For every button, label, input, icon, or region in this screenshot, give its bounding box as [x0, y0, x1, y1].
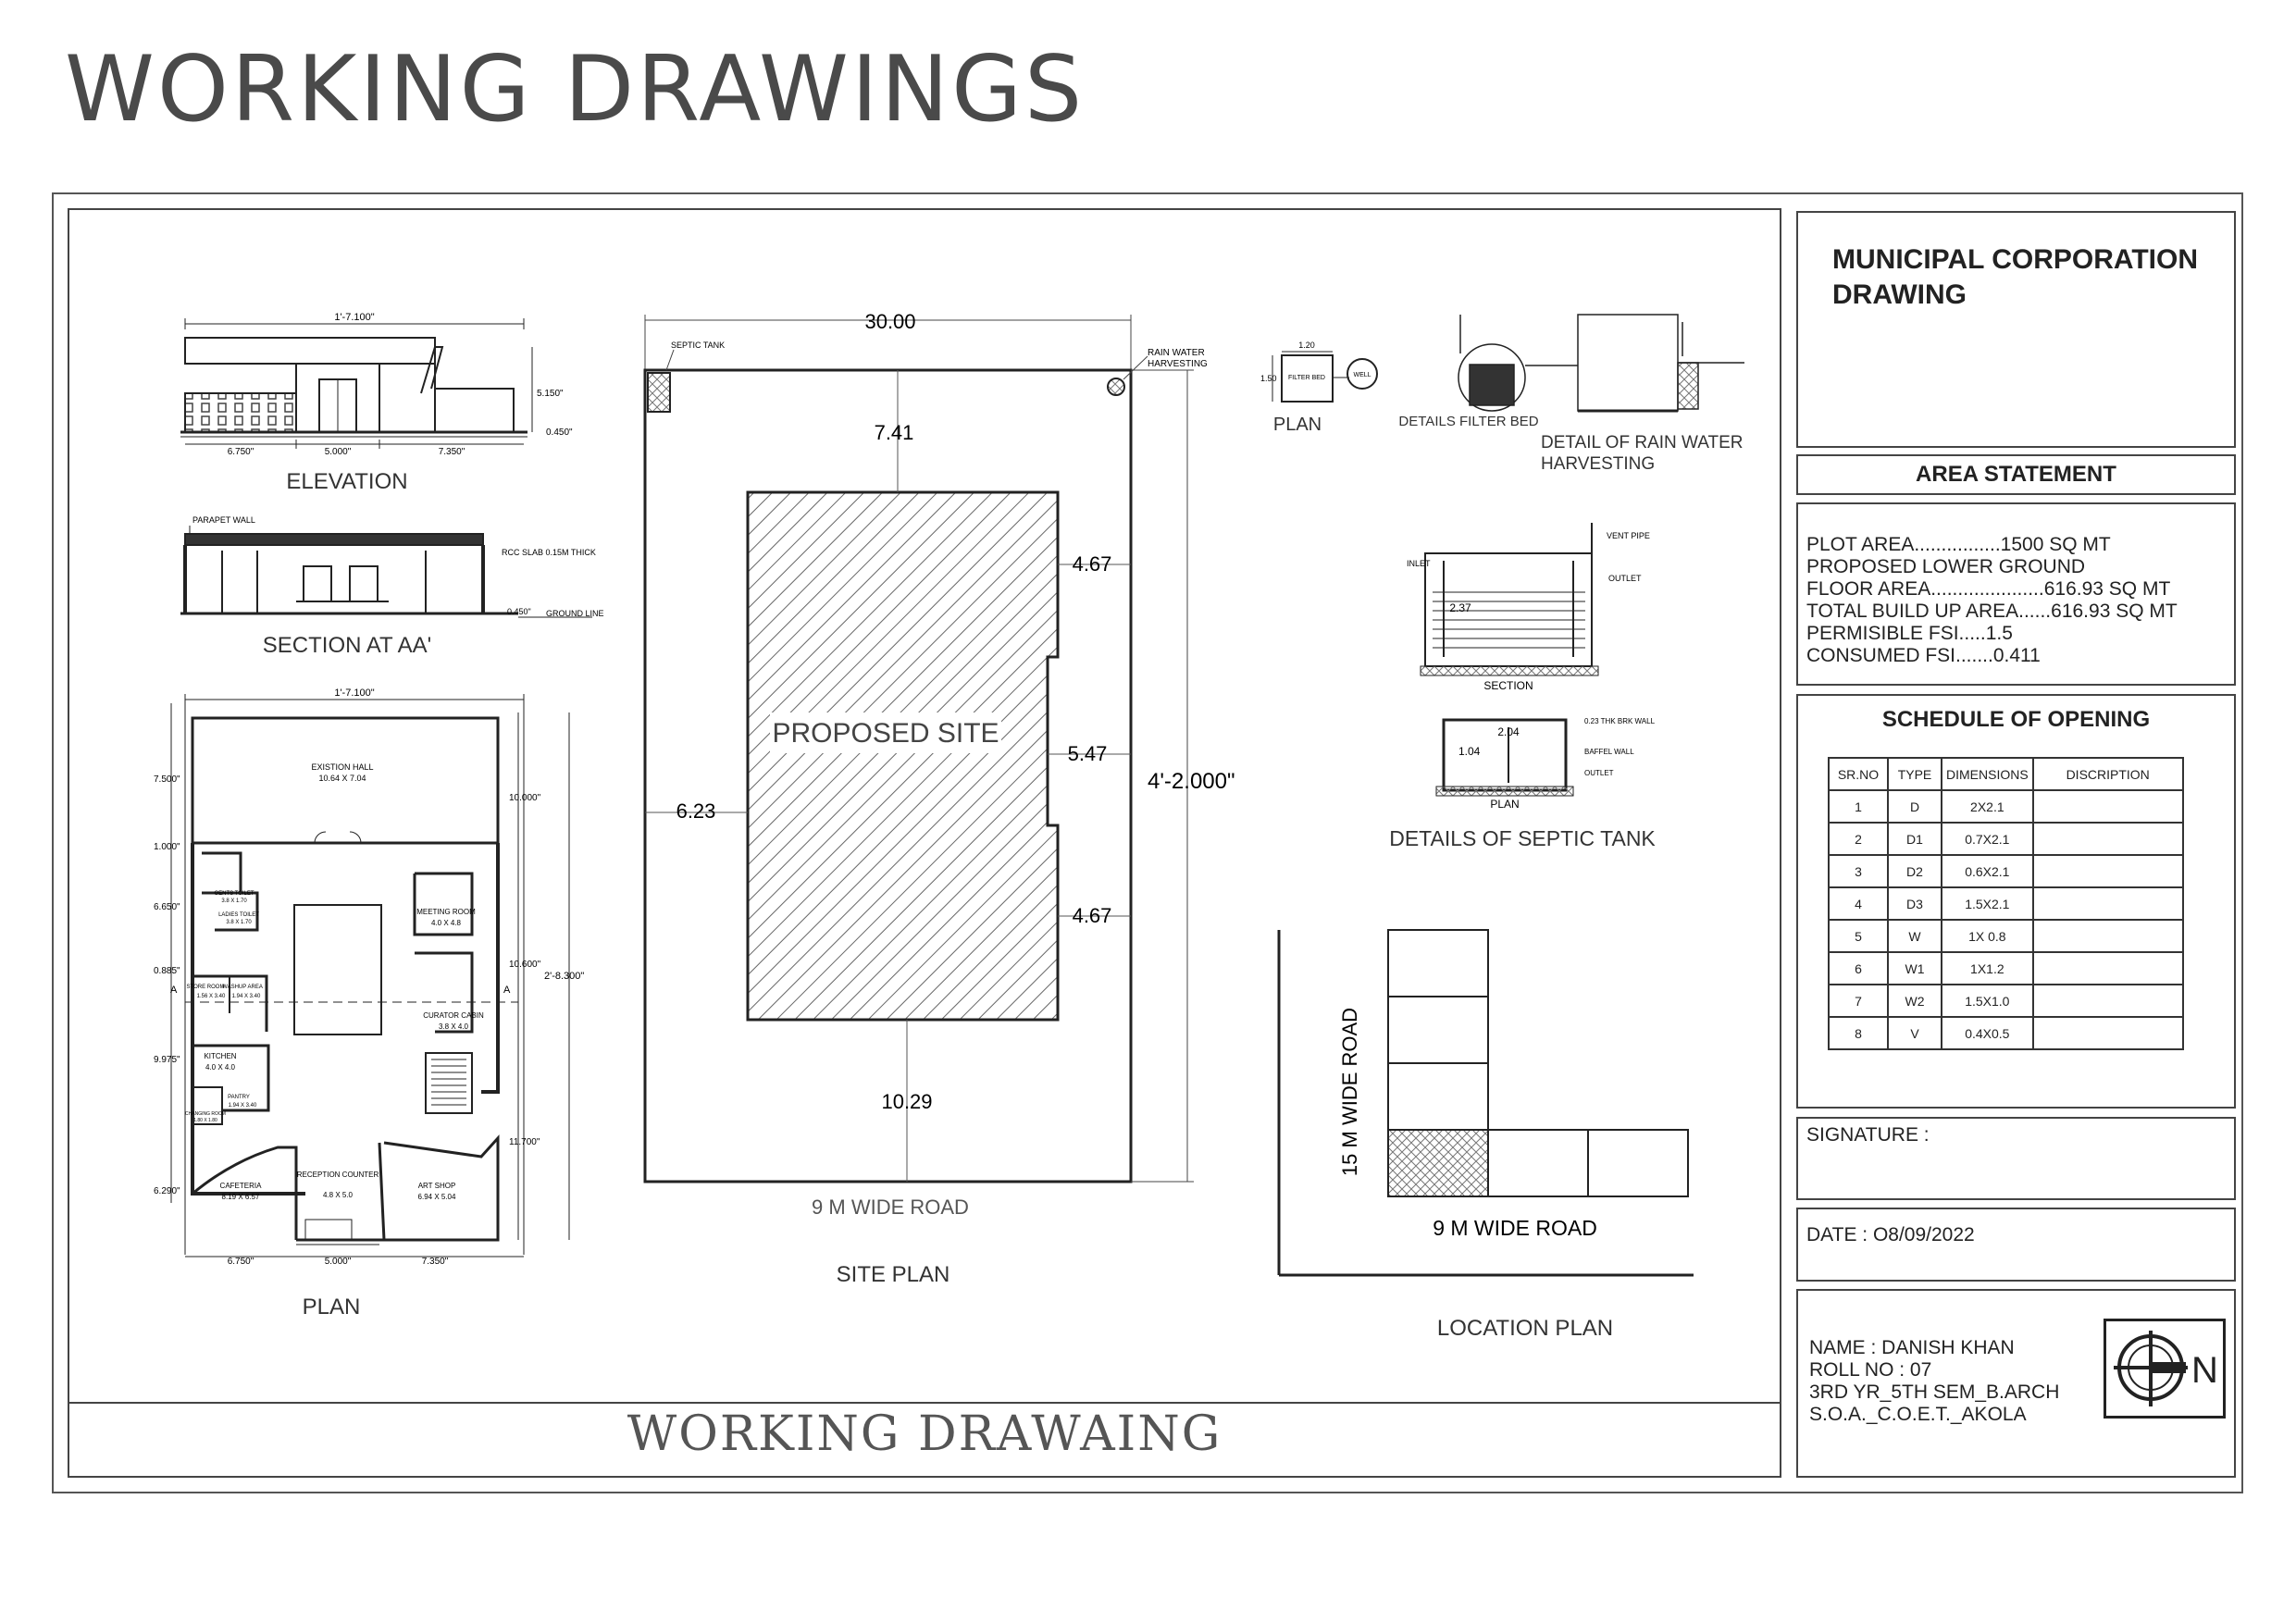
elevation-dim-3: 7.350"	[438, 447, 465, 457]
schedule-cell: 1.5X1.0	[1942, 985, 2033, 1017]
section-ground-label: GROUND LINE	[546, 609, 604, 618]
rwh-detail-caption-1: DETAIL OF RAIN WATER	[1541, 433, 1744, 452]
schedule-cell	[2033, 1017, 2183, 1049]
elevation-overall-dim: 1'-7.100"	[334, 312, 375, 323]
table-row	[1829, 790, 2183, 823]
schedule-cell: 7	[1829, 985, 1888, 1017]
plan-dim-left-1: 7.500"	[154, 774, 180, 785]
municipal-line-1: MUNICIPAL CORPORATION	[1832, 244, 2198, 275]
room-gents-toilet-size: 3.8 X 1.70	[221, 898, 247, 904]
schedule-cell	[2033, 790, 2183, 823]
schedule-cell	[2033, 823, 2183, 855]
filter-bed-label: FILTER BED	[1288, 375, 1325, 381]
schedule-col-dimensions: DIMENSIONS	[1942, 758, 2033, 790]
student-name: NAME : DANISH KHAN	[1809, 1337, 2015, 1358]
student-roll: ROLL NO : 07	[1809, 1359, 1932, 1381]
room-washup-area: WASHUP AREA	[222, 985, 263, 990]
schedule-cell: D2	[1888, 855, 1942, 887]
area-statement-box	[1796, 502, 2236, 686]
site-dim-depth: 4'-2.000"	[1148, 769, 1235, 794]
site-dim-right-upper: 4.67	[1072, 552, 1112, 576]
room-kitchen-size: 4.0 X 4.0	[205, 1063, 236, 1072]
site-dim-top: 30.00	[864, 310, 916, 333]
room-reception-counter: RECEPTION COUNTER	[296, 1171, 379, 1179]
septic-section-caption: SECTION	[1483, 679, 1533, 692]
septic-baffle-label: BAFFEL WALL	[1584, 748, 1634, 756]
plan-dim-total-right: 2'-8.300"	[544, 971, 585, 982]
area-line: TOTAL BUILD UP AREA......616.93 SQ MT	[1806, 601, 2178, 622]
site-rwh-label-1: RAIN WATER	[1148, 348, 1205, 358]
section-plinth-dim: 0.450"	[507, 607, 531, 616]
plan-section-mark-left: A	[170, 985, 178, 996]
elevation-plinth-dim: 0.450"	[546, 427, 573, 438]
septic-vent-label: VENT PIPE	[1607, 531, 1650, 540]
room-meeting-room: MEETING ROOM	[416, 908, 476, 916]
schedule-cell: W2	[1888, 985, 1942, 1017]
room-art-shop: ART SHOP	[417, 1182, 456, 1190]
elevation-height-dim: 5.150"	[537, 389, 564, 399]
schedule-col-description: DISCRIPTION	[2033, 758, 2183, 790]
table-row	[1829, 887, 2183, 920]
septic-depth-dim: 2.37	[1449, 601, 1471, 614]
table-row	[1829, 952, 2183, 985]
plan-overall-dim: 1'-7.100"	[334, 688, 375, 699]
room-curator-cabin-size: 3.8 X 4.0	[438, 1022, 469, 1031]
table-row	[1829, 920, 2183, 952]
schedule-cell	[2033, 985, 2183, 1017]
schedule-cell: 2X2.1	[1942, 790, 2033, 823]
north-arrow-icon	[2106, 1321, 2223, 1416]
site-dim-right-mid: 5.47	[1067, 742, 1108, 765]
plan-dim-left-4: 0.885"	[154, 966, 180, 976]
plan-dim-right-1: 10.000"	[509, 793, 541, 803]
section-caption: SECTION AT AA'	[262, 633, 432, 658]
schedule-cell: 5	[1829, 920, 1888, 952]
septic-wall-label: 0.23 THK BRK WALL	[1584, 717, 1656, 725]
schedule-cell: W	[1888, 920, 1942, 952]
schedule-cell	[2033, 952, 2183, 985]
plan-section-mark-right: A	[503, 985, 511, 996]
site-septic-label: SEPTIC TANK	[671, 341, 726, 350]
schedule-cell: 1	[1829, 790, 1888, 823]
area-line: PERMISIBLE FSI.....1.5	[1806, 623, 2013, 644]
schedule-cell: 1X1.2	[1942, 952, 2033, 985]
plan-dim-left-3: 6.650"	[154, 902, 180, 912]
schedule-cell: 0.7X2.1	[1942, 823, 2033, 855]
room-gents-toilet: GENTS TOILET	[214, 891, 254, 897]
filter-dim-w: 1.20	[1298, 341, 1315, 350]
schedule-heading: SCHEDULE OF OPENING	[1881, 707, 2151, 732]
plan-dim-bottom-3: 7.350"	[421, 1257, 449, 1267]
student-college: S.O.A._C.O.E.T._AKOLA	[1809, 1404, 2027, 1425]
schedule-cell: D	[1888, 790, 1942, 823]
schedule-cell	[2033, 887, 2183, 920]
site-building-label: PROPOSED SITE	[772, 718, 999, 749]
room-washup-area-size: 1.94 X 3.40	[231, 994, 261, 999]
septic-outlet-label: OUTLET	[1608, 574, 1642, 583]
schedule-cell: 3	[1829, 855, 1888, 887]
schedule-table	[1828, 757, 2184, 1050]
elevation-caption: ELEVATION	[286, 469, 408, 494]
section-slab-label: RCC SLAB 0.15M THICK	[502, 548, 596, 557]
table-row	[1829, 985, 2183, 1017]
septic-tank-drawing	[1421, 523, 1598, 796]
date-label: DATE : O8/09/2022	[1806, 1224, 1975, 1245]
site-dim-rear: 10.29	[881, 1090, 933, 1113]
room-exhibition-hall: EXISTION HALL	[311, 762, 374, 772]
table-row	[1829, 1017, 2183, 1049]
schedule-cell: D1	[1888, 823, 1942, 855]
filter-detail-caption: DETAILS FILTER BED	[1398, 414, 1539, 429]
plan-dim-bottom-1: 6.750"	[227, 1257, 254, 1267]
septic-side-dim: 1.04	[1458, 745, 1481, 758]
area-statement-heading-box	[1796, 454, 2236, 495]
schedule-cell: 4	[1829, 887, 1888, 920]
room-pantry-size: 1.94 X 3.40	[228, 1103, 257, 1109]
schedule-cell: W1	[1888, 952, 1942, 985]
room-cafeteria-size: 8.19 X 6.57	[221, 1193, 260, 1201]
schedule-cell: 0.6X2.1	[1942, 855, 2033, 887]
municipal-line-2: DRAWING	[1832, 279, 1967, 310]
elevation-dim-1: 6.750"	[227, 447, 254, 457]
signature-box	[1796, 1117, 2236, 1200]
septic-plan-caption: PLAN	[1490, 798, 1520, 811]
elevation-drawing	[180, 318, 532, 449]
room-art-shop-size: 6.94 X 5.04	[417, 1193, 456, 1201]
room-curator-cabin: CURATOR CABIN	[423, 1011, 484, 1020]
room-ladies-toilet-size: 3.8 X 1.70	[226, 920, 252, 925]
signature-label: SIGNATURE :	[1806, 1124, 1930, 1146]
location-road-vertical: 15 M WIDE ROAD	[1338, 1007, 1361, 1177]
schedule-cell: 1X 0.8	[1942, 920, 2033, 952]
schedule-header-row	[1829, 758, 2183, 790]
site-dim-left: 6.23	[676, 799, 716, 823]
table-row	[1829, 855, 2183, 887]
site-dim-right-lower: 4.67	[1072, 904, 1112, 927]
room-cafeteria: CAFETERIA	[219, 1182, 262, 1190]
footer-title: WORKING DRAWAING	[627, 1406, 1222, 1462]
room-ladies-toilet: LADIES TOILET	[218, 912, 259, 918]
room-exhibition-hall-size: 10.64 X 7.04	[318, 774, 366, 783]
section-drawing	[180, 526, 592, 617]
septic-inlet-label: INLET	[1407, 559, 1431, 568]
area-line: PROPOSED LOWER GROUND	[1806, 556, 2086, 577]
septic-outlet-plan-label: OUTLET	[1584, 769, 1614, 777]
filter-dim-h: 1.50	[1260, 374, 1277, 383]
site-rwh-label-2: HARVESTING	[1148, 359, 1208, 369]
area-line: CONSUMED FSI.......0.411	[1806, 645, 2041, 666]
schedule-col-type: TYPE	[1888, 758, 1942, 790]
schedule-cell	[2033, 855, 2183, 887]
room-store-room-size: 1.56 X 3.40	[196, 994, 226, 999]
area-line: FLOOR AREA.....................616.93 SQ MT	[1806, 578, 2171, 600]
schedule-col-srno: SR.NO	[1829, 758, 1888, 790]
schedule-cell: 0.4X0.5	[1942, 1017, 2033, 1049]
septic-caption: DETAILS OF SEPTIC TANK	[1389, 826, 1656, 850]
room-changing-room: CHANGING ROOM	[185, 1111, 226, 1117]
plan-dim-left-6: 6.290"	[154, 1186, 180, 1196]
area-statement-heading: AREA STATEMENT	[1916, 462, 2116, 487]
municipal-block	[1796, 211, 2236, 448]
table-row	[1829, 823, 2183, 855]
schedule-cell: V	[1888, 1017, 1942, 1049]
schedule-cell	[2033, 920, 2183, 952]
date-box	[1796, 1208, 2236, 1282]
room-reception-counter-size: 4.8 X 5.0	[322, 1191, 354, 1199]
rwh-detail-caption-2: HARVESTING	[1541, 454, 1656, 474]
plan-dim-right-3: 11.700"	[509, 1137, 540, 1147]
site-road-label: 9 M WIDE ROAD	[812, 1196, 969, 1219]
site-plan-caption: SITE PLAN	[836, 1262, 950, 1287]
room-store-room: STORE ROOM	[186, 985, 225, 990]
area-line: PLOT AREA................1500 SQ MT	[1806, 534, 2111, 555]
filter-bed-detail-drawing	[1458, 315, 1744, 411]
schedule-cell: 2	[1829, 823, 1888, 855]
site-dim-front: 7.41	[874, 421, 914, 444]
location-road-horizontal: 9 M WIDE ROAD	[1433, 1216, 1597, 1240]
schedule-cell: D3	[1888, 887, 1942, 920]
room-pantry: PANTRY	[228, 1095, 250, 1100]
student-box	[1796, 1289, 2236, 1478]
room-kitchen: KITCHEN	[204, 1052, 237, 1060]
elevation-dim-2: 5.000"	[324, 447, 352, 457]
room-meeting-room-size: 4.0 X 4.8	[430, 919, 462, 927]
page-title: WORKING DRAWINGS	[65, 37, 1086, 142]
schedule-cell: 1.5X2.1	[1942, 887, 2033, 920]
plan-caption: PLAN	[302, 1295, 361, 1319]
well-label: WELL	[1353, 372, 1371, 378]
plan-dim-left-2: 1.000"	[154, 842, 180, 852]
plan-dim-bottom-2: 5.000"	[324, 1257, 352, 1267]
septic-width-dim: 2.04	[1497, 725, 1520, 738]
plan-dim-left-5: 9.975"	[154, 1055, 180, 1065]
section-parapet-label: PARAPET WALL	[192, 515, 255, 525]
room-changing-room-size: 1.80 X 1.80	[193, 1118, 217, 1123]
schedule-cell: 8	[1829, 1017, 1888, 1049]
location-plan-caption: LOCATION PLAN	[1436, 1316, 1614, 1341]
north-letter: N	[2191, 1350, 2218, 1391]
north-arrow	[2104, 1319, 2226, 1419]
student-year: 3RD YR_5TH SEM_B.ARCH	[1809, 1381, 2060, 1403]
schedule-cell: 6	[1829, 952, 1888, 985]
filter-plan-caption: PLAN	[1272, 415, 1322, 435]
plan-dim-right-2: 10.600"	[509, 960, 541, 970]
